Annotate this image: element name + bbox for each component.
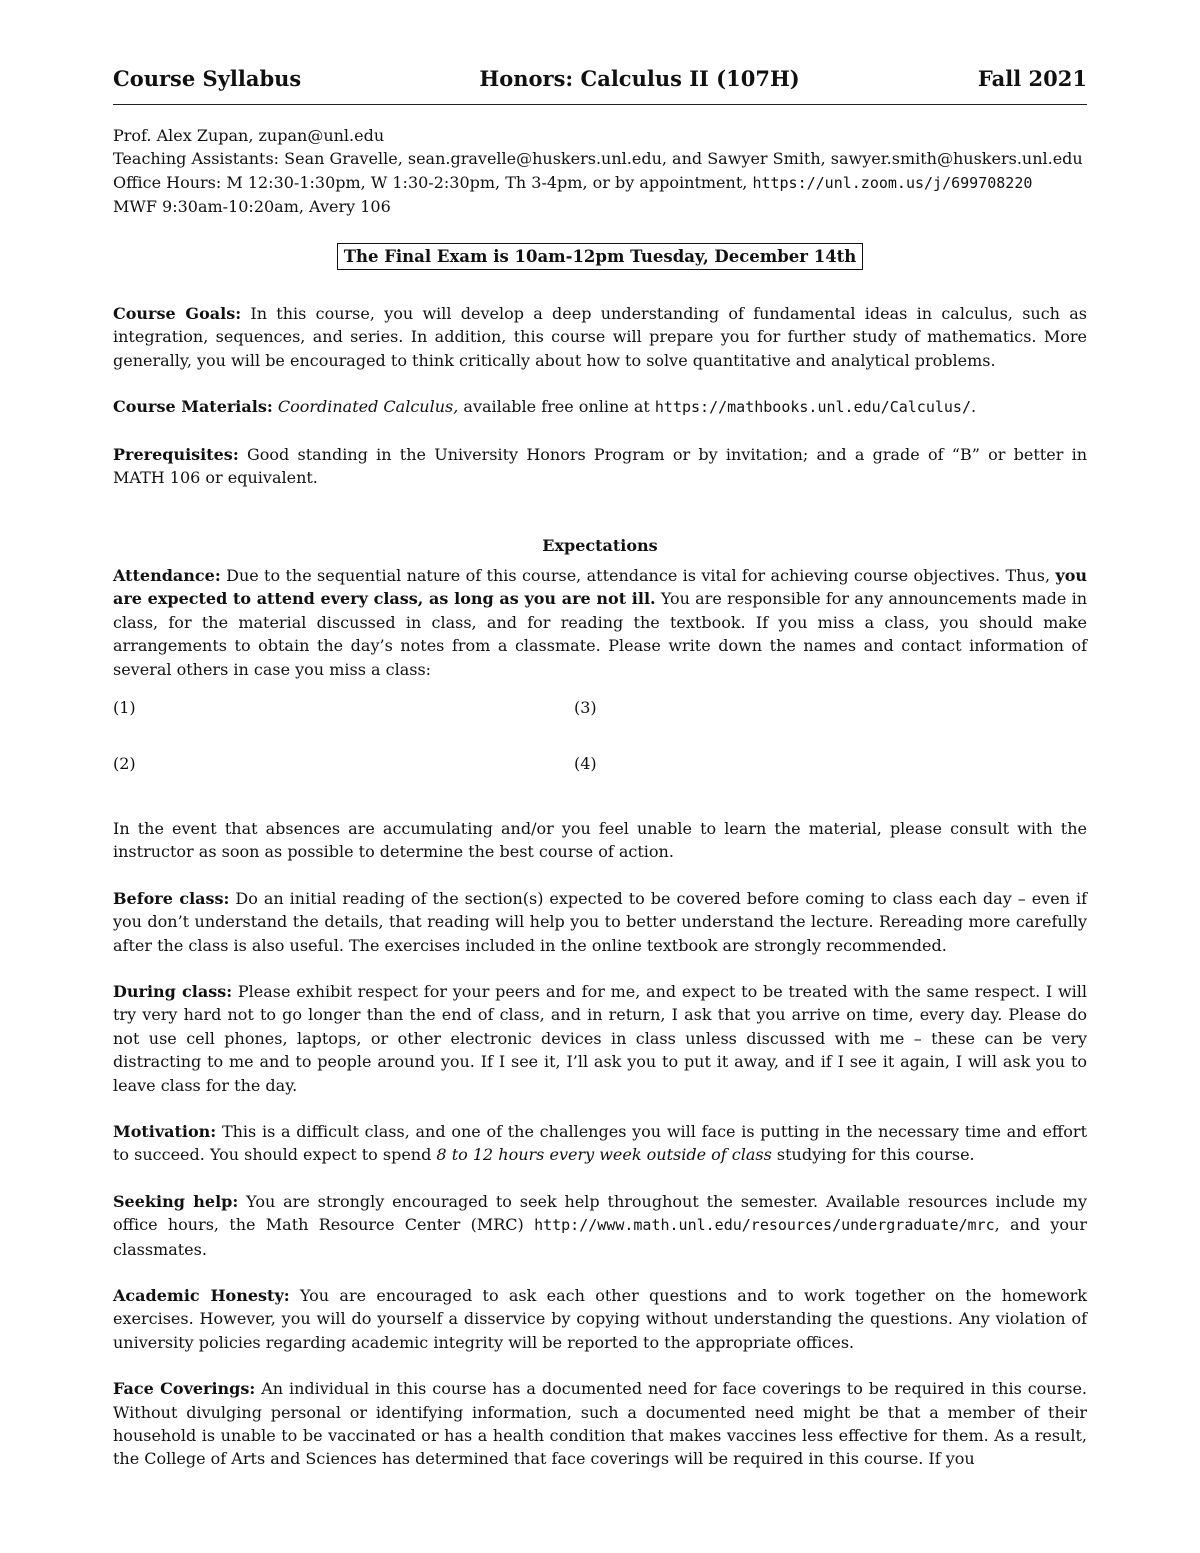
textbook-link[interactable]: https://mathbooks.unl.edu/Calculus/ (654, 398, 971, 417)
contact-1: (1) (113, 697, 136, 717)
meeting-line: MWF 9:30am-10:20am, Avery 106 (113, 197, 391, 217)
header-left: Course Syllabus (113, 66, 302, 91)
page-header (113, 66, 1087, 105)
contact-list (113, 691, 1087, 803)
exam-notice-wrap (113, 243, 1087, 270)
prerequisites: Prerequisites: Good standing in the University Honors Program or by invitation; and a grade of “B” or better in MATH 106 or equivalent. (113, 444, 1088, 488)
exam-notice: The Final Exam is 10am-12pm Tuesday, December 14th (337, 243, 864, 270)
course-goals: Course Goals: In this course, you will develop a deep understanding of fundamental ideas in calculus, such as integration, sequences, and series. In addition, this course will prepare you for further study of mathematics. More generally, you will be encouraged to think critically about how to solve quantitative and analytical problems. (113, 304, 1088, 370)
face-coverings: Face Coverings: An individual in this course has a documented need for face coverings to be required in this course. Without divulging personal or identifying information, such a documented need might be that a member of their household is unable to be vaccinated or has a health condition that makes vaccines less effective for them. As a result, the College of Arts and Sciences has determined that face coverings will be required in this course. If you (113, 1379, 1088, 1469)
header-center: Honors: Calculus II (107H) (479, 66, 800, 91)
header-right: Fall 2021 (977, 66, 1087, 91)
professor-line: Prof. Alex Zupan, zupan@unl.edu (113, 126, 385, 145)
ta-line: Teaching Assistants: Sean Gravelle, sean.gravelle@huskers.unl.edu, and Sawyer Smith, sawyer.smith@huskers.unl.edu (113, 149, 1083, 169)
academic-honesty: Academic Honesty: You are encouraged to ask each other questions and to work together on the homework exercises. However, you will do yourself a disservice by copying without understanding the questions. Any violation of university policies regarding academic integrity will be reported to the appropriate offices. (113, 1286, 1088, 1352)
expectations-heading: Expectations (542, 536, 658, 556)
course-info (113, 124, 1087, 219)
absences: In the event that absences are accumulating and/or you feel unable to learn the material, please consult with the instructor as soon as possible to determine the best course of action. (113, 818, 1087, 862)
during-class: During class: Please exhibit respect for your peers and for me, and expect to be treated with the same respect. I will try very hard not to go longer than the end of class, and in return, I ask that you arrive on time, every day. Please do not use cell phones, laptops, or other electronic devices in class unless discussed with me – these can be very distracting to me and to people around you. If I see it, I’ll ask you to put it away, and if I see it again, I will ask you to leave class for the day. (113, 981, 1088, 1095)
motivation: Motivation: This is a difficult class, and one of the challenges you will face is putting in the necessary time and effort to succeed. You should expect to spend 8 to 12 hours every week outside of class studying for this course. (113, 1121, 1088, 1165)
course-materials: Course Materials: Coordinated Calculus, available free online at https://mathbooks.unl.edu/Calculus/. (113, 397, 977, 417)
office-hours-line: Office Hours: M 12:30-1:30pm, W 1:30-2:30pm, Th 3-4pm, or by appointment, https://unl.zoom.us/j/699708220 (113, 172, 1033, 192)
contact-4: (4) (574, 753, 597, 773)
before-class: Before class: Do an initial reading of the section(s) expected to be covered before coming to class each day – even if you don’t understand the details, that reading will help you to better understand the lecture. Rereading more carefully after the class is also useful. The exercises included in the online textbook are strongly recommended. (113, 888, 1088, 955)
seeking-help: Seeking help: You are strongly encouraged to seek help throughout the semester. Available resources include my office hours, the Math Resource Center (MRC) http://www.math.unl.edu/resources/undergraduate/mrc, and your classmates. (113, 1191, 1088, 1259)
contact-3: (3) (574, 697, 597, 717)
zoom-link[interactable]: https://unl.zoom.us/j/699708220 (752, 173, 1033, 192)
contact-2: (2) (113, 753, 136, 773)
syllabus-content (113, 124, 1087, 1494)
mrc-link[interactable]: http://www.math.unl.edu/resources/undergraduate/mrc (534, 1216, 995, 1235)
attendance: Attendance: Due to the sequential nature of this course, attendance is vital for achieving course objectives. Thus, you are expected to attend every class, as long as you are not ill. You are responsible for any announcements made in class, for the material discussed in class, and for reading the textbook. If you miss a class, you should make arrangements to obtain the day’s notes from a classmate. Please write down the names and contact information of several others in case you miss a class: (113, 565, 1088, 679)
